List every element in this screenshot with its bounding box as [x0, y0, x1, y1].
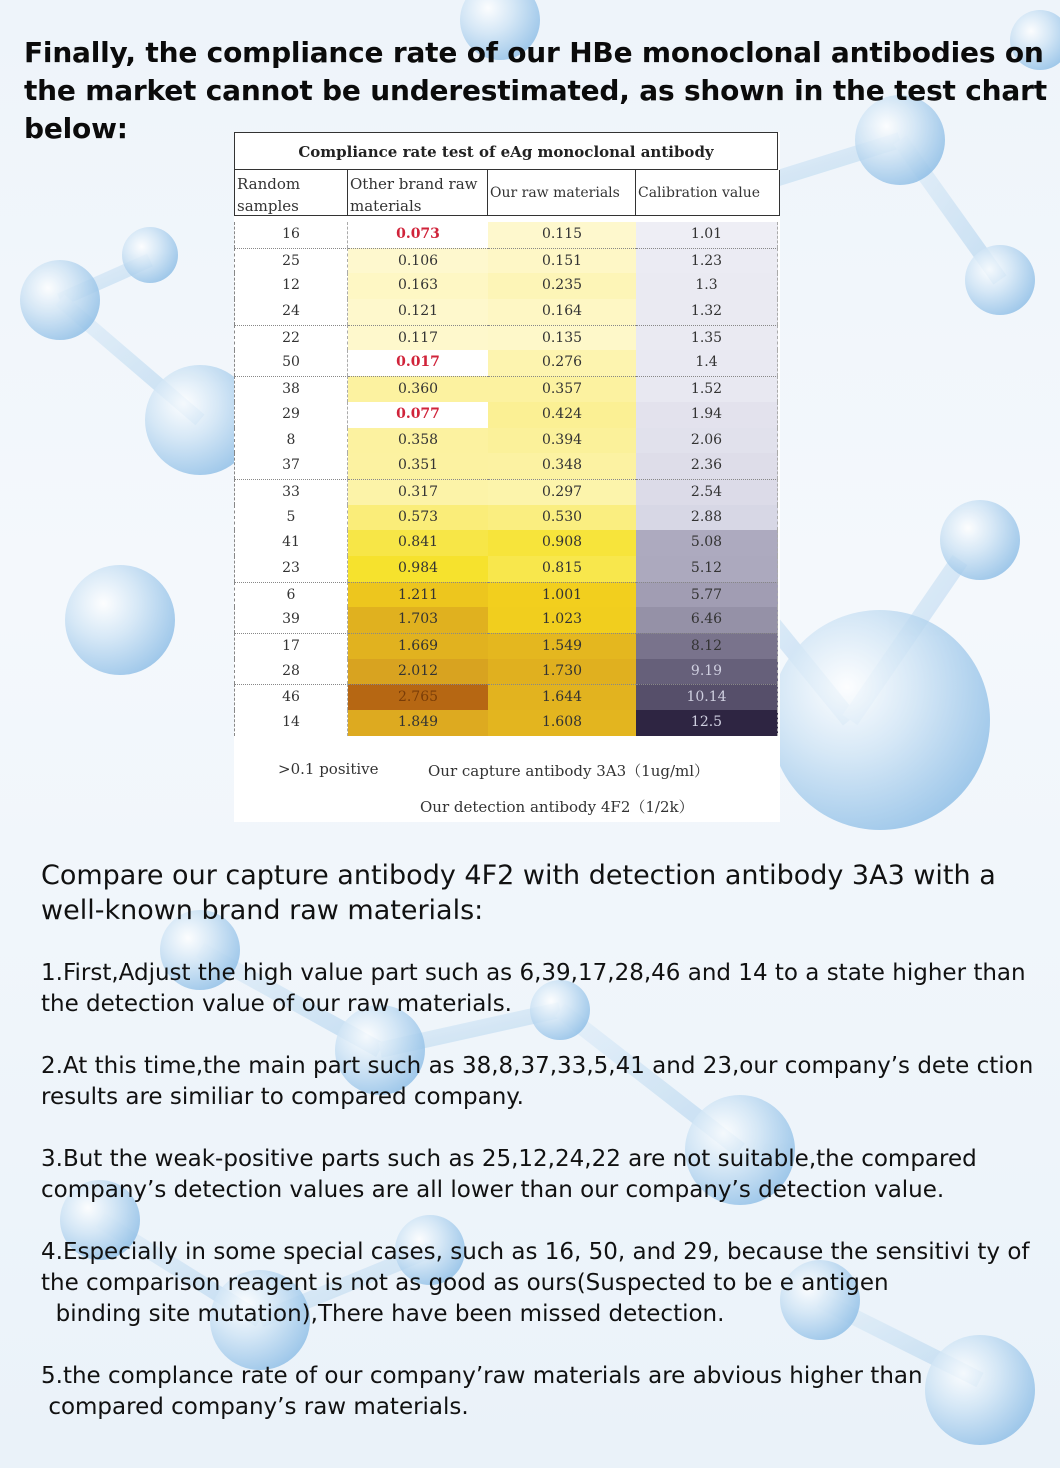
other-brand-value-cell: 0.358	[348, 428, 488, 454]
calibration-value-cell: 2.36	[636, 453, 778, 479]
column-header-other-brand: Other brand raw materials	[348, 170, 488, 216]
table-row	[234, 479, 780, 505]
our-value-cell: 0.297	[488, 479, 636, 506]
other-brand-value-cell: 0.984	[348, 556, 488, 582]
our-value-cell: 0.357	[488, 376, 636, 403]
column-header-calibration: Calibration value	[636, 170, 780, 216]
table-row	[234, 659, 780, 685]
other-brand-value-cell: 2.012	[348, 659, 488, 685]
sample-id-cell: 8	[234, 428, 348, 454]
other-brand-value-cell: 0.117	[348, 325, 488, 352]
other-brand-value-cell: 0.073	[348, 222, 488, 248]
finding-4: 4.Especially in some special cases, such as 16, 50, and 29, because the sensitivi ty of the comparison reagent is not as good as ours(Suspected to be e antigen binding site mutation),There have been missed detection.	[41, 1239, 1030, 1327]
our-value-cell: 0.530	[488, 505, 636, 531]
sample-id-cell: 24	[234, 299, 348, 325]
table-row	[234, 582, 780, 608]
our-value-cell: 1.549	[488, 633, 636, 660]
table-row	[234, 402, 780, 428]
other-brand-value-cell: 1.211	[348, 582, 488, 609]
our-value-cell: 1.001	[488, 582, 636, 609]
other-brand-value-cell: 0.077	[348, 402, 488, 428]
compliance-chart-image	[234, 132, 780, 822]
sample-id-cell: 38	[234, 376, 348, 402]
table-body	[234, 222, 780, 736]
calibration-value-cell: 2.88	[636, 505, 778, 531]
finding-2: 2.At this time,the main part such as 38,8,37,33,5,41 and 23,our company’s dete ction results are similiar to compared company.	[41, 1053, 1041, 1110]
table-row	[234, 453, 780, 479]
our-value-cell: 0.424	[488, 402, 636, 428]
table-row	[234, 428, 780, 454]
other-brand-value-cell: 0.017	[348, 350, 488, 376]
our-value-cell: 1.644	[488, 684, 636, 711]
sample-id-cell: 17	[234, 633, 348, 659]
sample-id-cell: 50	[234, 350, 348, 376]
calibration-value-cell: 2.06	[636, 428, 778, 454]
table-row	[234, 273, 780, 299]
table-row	[234, 633, 780, 659]
table-row	[234, 710, 780, 736]
calibration-value-cell: 10.14	[636, 684, 778, 710]
calibration-value-cell: 1.3	[636, 273, 778, 299]
other-brand-value-cell: 0.121	[348, 299, 488, 325]
other-brand-value-cell: 0.317	[348, 479, 488, 506]
calibration-value-cell: 5.08	[636, 530, 778, 556]
column-header-our-materials: Our raw materials	[488, 170, 636, 216]
calibration-value-cell: 9.19	[636, 659, 778, 685]
other-brand-value-cell: 0.841	[348, 530, 488, 556]
calibration-value-cell: 1.35	[636, 325, 778, 351]
table-header	[234, 170, 780, 216]
our-value-cell: 1.730	[488, 659, 636, 685]
other-brand-value-cell: 0.573	[348, 505, 488, 531]
table-row	[234, 607, 780, 633]
other-brand-value-cell: 0.351	[348, 453, 488, 479]
table-row	[234, 222, 780, 248]
finding-3: 3.But the weak-positive parts such as 25,12,24,22 are not suitable,the compared company’s detection values are all lower than our company’s detection value.	[41, 1146, 985, 1203]
our-value-cell: 0.276	[488, 350, 636, 376]
our-value-cell: 0.135	[488, 325, 636, 352]
sample-id-cell: 6	[234, 582, 348, 608]
our-value-cell: 0.235	[488, 273, 636, 299]
chart-title: Compliance rate test of eAg monoclonal antibody	[234, 132, 778, 170]
calibration-value-cell: 2.54	[636, 479, 778, 505]
table-row	[234, 556, 780, 582]
our-value-cell: 0.151	[488, 248, 636, 275]
sample-id-cell: 25	[234, 248, 348, 274]
other-brand-value-cell: 1.669	[348, 633, 488, 660]
calibration-value-cell: 1.23	[636, 248, 778, 274]
our-value-cell: 0.908	[488, 530, 636, 556]
table-row	[234, 530, 780, 556]
sample-id-cell: 37	[234, 453, 348, 479]
sample-id-cell: 33	[234, 479, 348, 505]
sample-id-cell: 23	[234, 556, 348, 582]
other-brand-value-cell: 0.106	[348, 248, 488, 275]
other-brand-value-cell: 1.849	[348, 710, 488, 736]
our-value-cell: 0.394	[488, 428, 636, 454]
calibration-value-cell: 8.12	[636, 633, 778, 659]
sample-id-cell: 29	[234, 402, 348, 428]
our-value-cell: 0.164	[488, 299, 636, 325]
calibration-value-cell: 12.5	[636, 710, 778, 736]
other-brand-value-cell: 0.163	[348, 273, 488, 299]
other-brand-value-cell: 1.703	[348, 607, 488, 633]
other-brand-value-cell: 0.360	[348, 376, 488, 403]
table-row	[234, 505, 780, 531]
finding-1: 1.First,Adjust the high value part such as 6,39,17,28,46 and 14 to a state higher than the detection value of our raw materials.	[41, 960, 1033, 1017]
our-value-cell: 1.023	[488, 607, 636, 633]
calibration-value-cell: 1.4	[636, 350, 778, 376]
sample-id-cell: 39	[234, 607, 348, 633]
other-brand-value-cell: 2.765	[348, 684, 488, 711]
positive-threshold-note: >0.1 positive	[278, 760, 379, 778]
findings-list	[41, 958, 1041, 1454]
calibration-value-cell: 1.94	[636, 402, 778, 428]
detection-antibody-note: Our detection antibody 4F2（1/2k）	[420, 798, 694, 816]
sample-id-cell: 46	[234, 684, 348, 710]
intro-paragraph: Compare our capture antibody 4F2 with detection antibody 3A3 with a well-known brand raw materials:	[41, 860, 996, 926]
our-value-cell: 0.115	[488, 222, 636, 248]
table-row	[234, 248, 780, 274]
calibration-value-cell: 5.12	[636, 556, 778, 582]
sample-id-cell: 5	[234, 505, 348, 531]
headline: Finally, the compliance rate of our HBe monoclonal antibodies on the market cannot be underestimated, as shown in the test chart below:	[24, 36, 1047, 145]
column-header-random-samples: Random samples	[234, 170, 348, 216]
table-row	[234, 325, 780, 351]
finding-5: 5.the complance rate of our company’raw materials are abvious higher than compared company’s raw materials.	[41, 1363, 923, 1420]
sample-id-cell: 41	[234, 530, 348, 556]
calibration-value-cell: 1.01	[636, 222, 778, 248]
table-row	[234, 684, 780, 710]
capture-antibody-note: Our capture antibody 3A3（1ug/ml）	[428, 762, 710, 780]
our-value-cell: 1.608	[488, 710, 636, 736]
our-value-cell: 0.815	[488, 556, 636, 582]
sample-id-cell: 28	[234, 659, 348, 685]
sample-id-cell: 14	[234, 710, 348, 736]
calibration-value-cell: 5.77	[636, 582, 778, 608]
our-value-cell: 0.348	[488, 453, 636, 479]
sample-id-cell: 12	[234, 273, 348, 299]
sample-id-cell: 16	[234, 222, 348, 248]
calibration-value-cell: 1.52	[636, 376, 778, 402]
calibration-value-cell: 6.46	[636, 607, 778, 633]
sample-id-cell: 22	[234, 325, 348, 351]
table-row	[234, 376, 780, 402]
table-row	[234, 299, 780, 325]
calibration-value-cell: 1.32	[636, 299, 778, 325]
table-row	[234, 350, 780, 376]
